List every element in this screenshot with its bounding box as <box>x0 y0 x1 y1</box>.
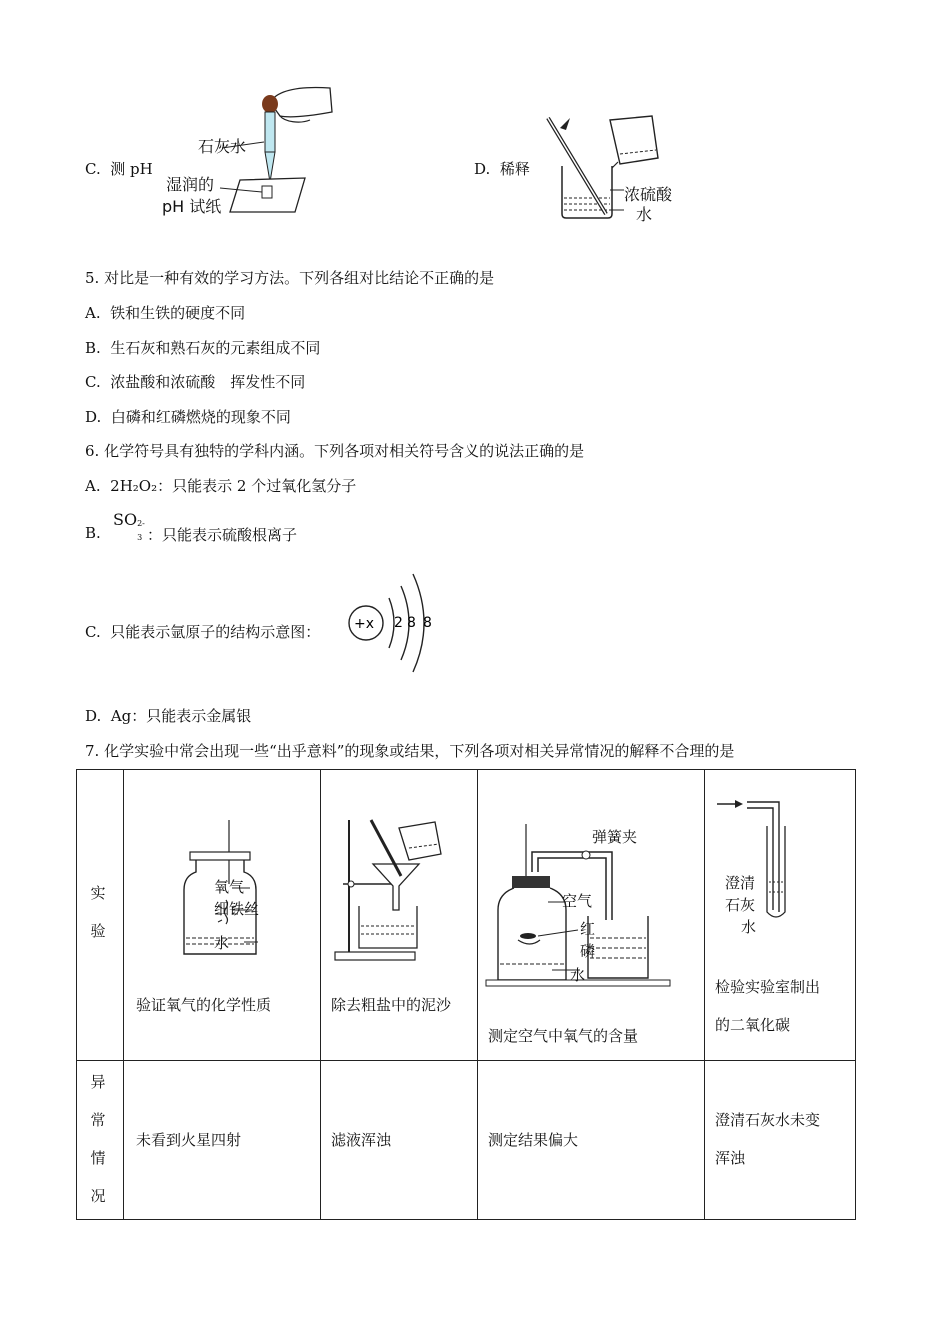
q6-option-b: B. SO 2- 3 ：只能表示硫酸根离子 <box>85 510 298 544</box>
q7-stem: 7. 化学实验中常会出现一些“出乎意料”的现象或结果，下列各项对相关异常情况的解释不合理的是 <box>85 742 735 760</box>
row-header-char: 情 <box>90 1149 106 1167</box>
row-header-char: 验 <box>90 922 106 940</box>
label-oxygen: 氧气 <box>214 878 245 896</box>
conc-acid-label: 浓硫酸 <box>624 185 673 204</box>
ph-paper-label: pH 试纸 <box>162 197 222 216</box>
label-water-3: 水 <box>570 966 586 984</box>
caption-oxygen: 验证氧气的化学性质 <box>136 996 272 1014</box>
label-lime: 石灰 <box>725 896 756 914</box>
label-iron-wire: 细铁丝 <box>214 900 260 918</box>
row-header-abnormal <box>77 1061 124 1220</box>
abnormal-text: 测定结果偏大 <box>488 1131 579 1149</box>
dilution-diagram <box>540 110 690 230</box>
exp-cell-air-oxygen <box>478 770 705 1061</box>
caption-air-oxygen: 测定空气中氧气的含量 <box>488 1027 639 1045</box>
abnormal-cell <box>124 1061 321 1220</box>
label-clamp: 弹簧夹 <box>592 828 638 846</box>
nucleus-charge: +x <box>354 616 375 632</box>
shell-1-count: 2 <box>394 615 403 631</box>
q5-stem: 5. 对比是一种有效的学习方法。下列各组对比结论不正确的是 <box>85 269 495 287</box>
q7-table <box>76 769 856 1220</box>
row-header-char: 况 <box>90 1187 106 1205</box>
label-water-4: 水 <box>741 918 757 936</box>
caption-filtration: 除去粗盐中的泥沙 <box>331 996 452 1014</box>
row-header-char: 实 <box>90 884 106 902</box>
q6-option-a: A. 2H₂O₂：只能表示 2 个过氧化氢分子 <box>85 477 357 495</box>
sulfite-formula: SO 2- 3 <box>113 510 145 542</box>
abnormal-text: 未看到火星四射 <box>136 1131 242 1149</box>
q6-stem: 6. 化学符号具有独特的学科内涵。下列各项对相关符号含义的说法正确的是 <box>85 442 585 460</box>
table-row-abnormal <box>77 1061 856 1220</box>
abnormal-text-line1: 澄清石灰水未变 <box>715 1111 821 1129</box>
label-air: 空气 <box>562 892 593 910</box>
label-clear: 澄清 <box>725 874 756 892</box>
exp-cell-co2 <box>705 770 856 1061</box>
wet-label: 湿润的 <box>166 175 215 194</box>
q5-option-c: C. 浓盐酸和浓硫酸 挥发性不同 <box>85 373 306 391</box>
q6-option-c: C. 只能表示氩原子的结构示意图： <box>85 623 321 641</box>
row-header-char: 常 <box>90 1111 106 1129</box>
label-red: 红 <box>580 920 596 938</box>
q4-option-c-label: C. 测 pH <box>85 160 153 178</box>
abnormal-text-line2: 浑浊 <box>715 1149 746 1167</box>
label-water: 水 <box>214 934 230 952</box>
limewater-label: 石灰水 <box>198 137 247 156</box>
shell-3-count: 8 <box>423 615 432 631</box>
atom-structure-diagram <box>345 568 445 678</box>
table-row-experiment <box>77 770 856 1061</box>
abnormal-cell <box>705 1061 856 1220</box>
abnormal-cell <box>321 1061 478 1220</box>
label-phosphorus: 磷 <box>580 942 596 960</box>
q5-option-d: D. 白磷和红磷燃烧的现象不同 <box>85 408 291 426</box>
caption-co2-line2: 的二氧化碳 <box>715 1016 791 1034</box>
exp-cell-filtration <box>321 770 478 1061</box>
q5-option-b: B. 生石灰和熟石灰的元素组成不同 <box>85 339 321 357</box>
abnormal-cell <box>478 1061 705 1220</box>
q6-option-d: D. Ag：只能表示金属银 <box>85 707 252 725</box>
caption-co2-line1: 检验实验室制出 <box>715 978 821 996</box>
row-header-char: 异 <box>90 1073 106 1091</box>
exp-cell-oxygen <box>124 770 321 1061</box>
water-label-d: 水 <box>636 205 653 224</box>
q4-option-d-label: D. 稀释 <box>474 160 530 178</box>
row-header-experiment <box>77 770 124 1061</box>
q5-option-a: A. 铁和生铁的硬度不同 <box>85 304 246 322</box>
shell-2-count: 8 <box>407 615 416 631</box>
abnormal-text: 滤液浑浊 <box>331 1131 392 1149</box>
filtration-diagram <box>329 814 479 964</box>
